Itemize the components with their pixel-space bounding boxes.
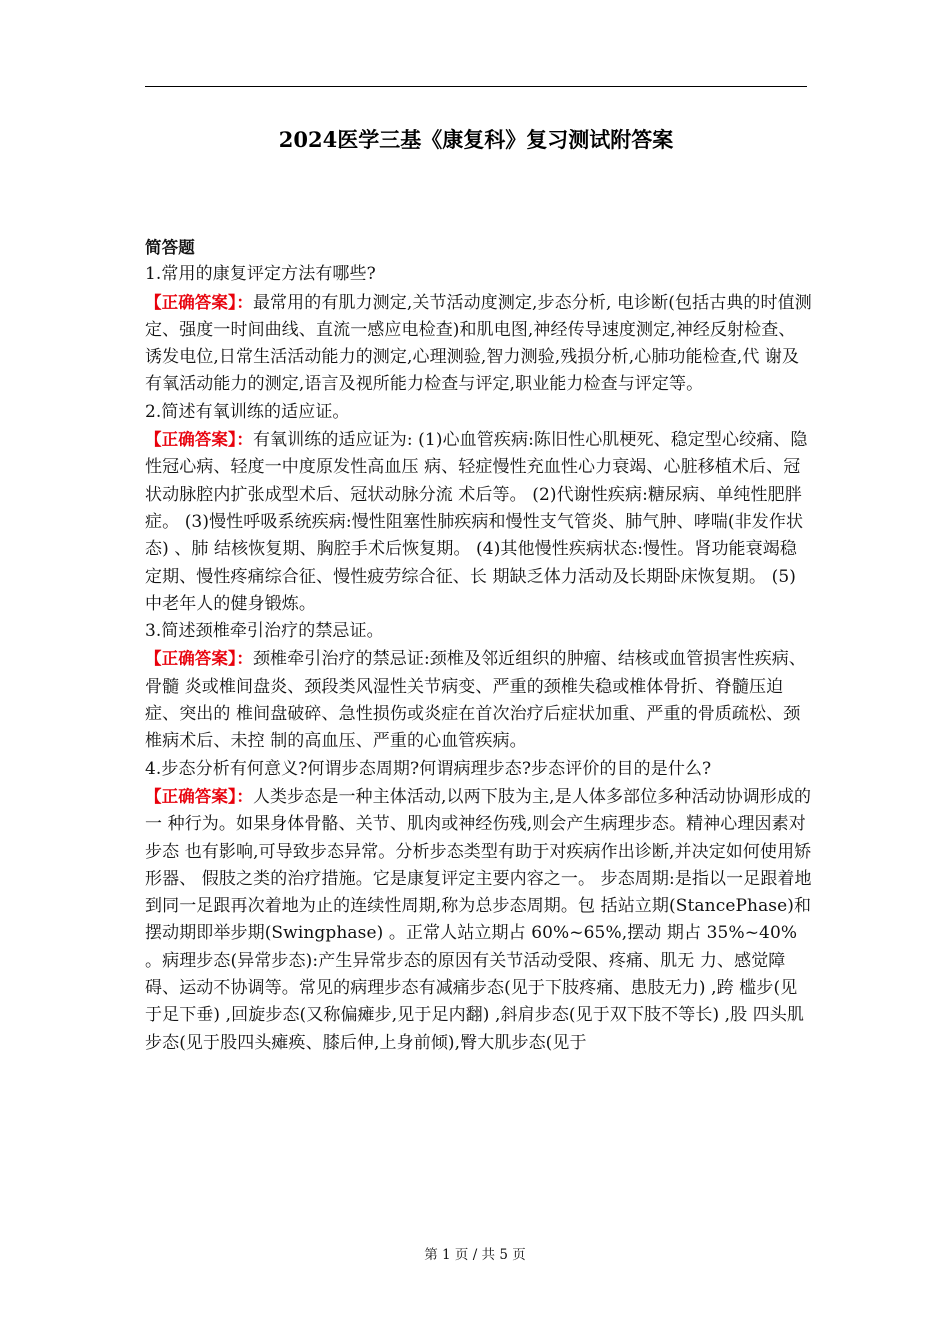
answer-3 [145,645,813,755]
section-heading: 简答题 [145,238,195,257]
answer-text-1: 最常用的有肌力测定,关节活动度测定,步态分析, 电诊断(包括古典的时值测 定、强度一时间曲线、直流一感应电检查)和肌电图,神经传导速度测定,神经反射检查、 诱发电位,日常生活活动能力的测定,心理测验,智力测验,残损分析,心肺功能检查,代 谢及有氧活动能力的测定,语言及视所能力检查与评定,职业能力检查与评定等。 [145,292,812,395]
answer-text-2: 有氧训练的适应证为: (1)心血管疾病:陈旧性心肌梗死、稳定型心绞痛、隐性冠心病、轻度一中度原发性高血压 病、轻症慢性充血性心力衰竭、心脏移植术后、冠状动脉腔内扩张成型术后、冠状动脉分流 术后等。 (2)代谢性疾病:糖尿病、单纯性肥胖症。 (3)慢性呼吸系统疾病:慢性阻塞性肺疾病和慢性支气管炎、肺气肿、哮喘(非发作状态) 、肺 结核恢复期、胸腔手术后恢复期。 (4)其他慢性疾病状态:慢性。肾功能衰竭稳定期、慢性疼痛综合征、慢性疲劳综合征、长 期缺乏体力活动及长期卧床恢复期。 (5)中老年人的健身锻炼。 [145,430,808,614]
answer-label: 【正确答案】： [145,430,253,450]
header-rule [145,86,807,87]
question-4: 4.步态分析有何意义?何谓步态周期?何谓病理步态?步态评价的目的是什么? [145,758,712,779]
answer-1 [145,289,813,399]
answer-4 [145,783,813,1057]
question-2: 2.简述有氧训练的适应证。 [145,401,350,422]
answer-label: 【正确答案】： [145,649,253,669]
question-3: 3.简述颈椎牵引治疗的禁忌证。 [145,621,384,642]
answer-label: 【正确答案】： [145,292,253,312]
question-1: 1.常用的康复评定方法有哪些? [145,264,376,285]
document-title: 2024医学三基《康复科》复习测试附答案 [278,127,674,152]
answer-text-3: 颈椎牵引治疗的禁忌证:颈椎及邻近组织的肿瘤、结核或血管损害性疾病、骨髓 炎或椎间盘炎、颈段类风湿性关节病变、严重的颈椎失稳或椎体骨折、脊髓压迫症、突出的 椎间盘破碎、急性损伤或炎症在首次治疗后症状加重、严重的骨质疏松、颈椎病术后、未控 制的高血压、严重的心血管疾病。 [145,649,806,752]
answer-2 [145,426,813,618]
answer-text-4: 人类步态是一种主体活动,以两下肢为主,是人体多部位多种活动协调形成的一 种行为。如果身体骨骼、关节、肌肉或神经伤残,则会产生病理步态。精神心理因素对步态 也有影响,可导致步态异常。分析步态类型有助于对疾病作出诊断,并决定如何使用矫形器、 假肢之类的治疗措施。它是康复评定主要内容之一。 步态周期:是指以一足跟着地到同一足跟再次着地为止的连续性周期,称为总步态周期。包 括站立期(StancePhase)和摆动期即举步期(Swingphase) 。正常人站立期占 60%~65%,摆动 期占 35%~40% 。病理步态(异常步态):产生异常步态的原因有关节活动受限、疼痛、肌无 力、感觉障碍、运动不协调等。常见的病理步态有减痛步态(见于下肢疼痛、患肢无力) ,跨 槛步(见于足下垂) ,回旋步态(又称偏瘫步,见于足内翻) ,斜肩步态(见于双下肢不等长) ,股 四头肌步态(见于股四头瘫痪、膝后伸,上身前倾),臀大肌步态(见于 [145,786,812,1053]
document-body [145,234,813,1057]
answer-label: 【正确答案】： [145,786,253,806]
page-footer: 第 1 页 / 共 5 页 [424,1247,526,1263]
